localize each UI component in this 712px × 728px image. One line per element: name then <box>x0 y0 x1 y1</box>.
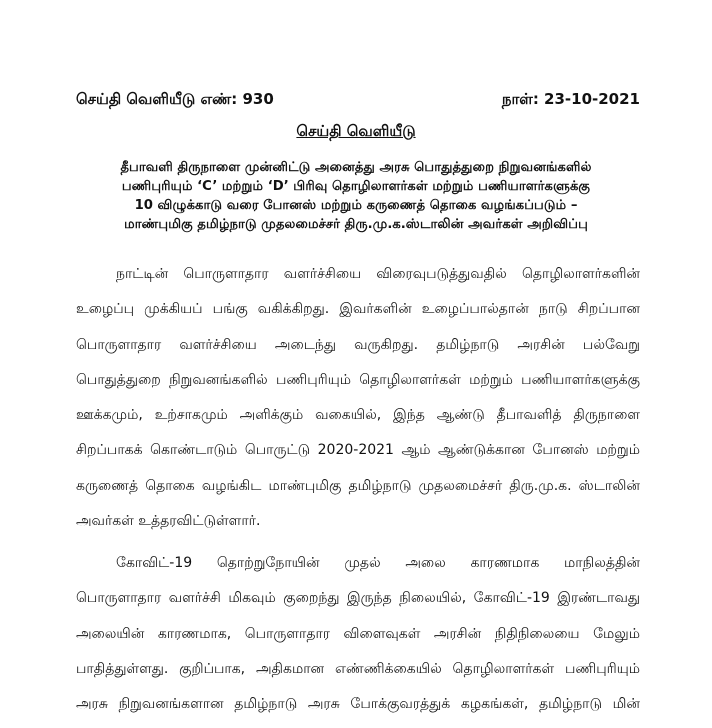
paragraph-line: பொதுத்துறை நிறுவனங்களில் பணிபுரியும் தொழிலாளர்கள் மற்றும் பணியாளர்களுக்கு <box>76 371 640 388</box>
release-number: செய்தி வெளியீடு எண்: 930 <box>76 90 274 108</box>
paragraph-line: சிறப்பாகக் கொண்டாடும் பொருட்டு 2020-2021 ஆம் ஆண்டுக்கான போனஸ் மற்றும் <box>76 442 640 459</box>
paragraph-1 <box>76 257 640 539</box>
paragraph-line: அரசு நிறுவனங்களான தமிழ்நாடு அரசு போக்குவரத்துக் கழகங்கள், தமிழ்நாடு மின் <box>76 696 640 713</box>
paragraph-2 <box>76 546 640 722</box>
headline <box>60 158 652 234</box>
release-date: நாள்: 23-10-2021 <box>501 90 640 108</box>
paragraph-line: உழைப்பு முக்கியப் பங்கு வகிக்கிறது. இவர்களின் உழைப்பால்தான் நாடு சிறப்பான <box>76 301 640 318</box>
paragraph-line: அலையின் காரணமாக, பொருளாதார விளைவுகள் அரசின் நிதிநிலையை மேலும் <box>76 625 640 642</box>
paragraph-line: அவர்கள் உத்தரவிட்டுள்ளார். <box>76 513 261 530</box>
paragraph-line: நாட்டின் பொருளாதார வளர்ச்சியை விரைவுபடுத்துவதில் தொழிலாளர்களின் <box>116 266 640 282</box>
paragraph-line: கருணைத் தொகை வழங்கிட மாண்புமிகு தமிழ்நாடு முதலமைச்சர் திரு.மு.க. ஸ்டாலின் <box>76 477 640 494</box>
paragraph-line: பொருளாதார வளர்ச்சியை அடைந்து வருகிறது. தமிழ்நாடு அரசின் பல்வேறு <box>76 336 640 353</box>
headline-line: பணிபுரியும் ‘C’ மற்றும் ‘D’ பிரிவு தொழிலாளர்கள் மற்றும் பணியாளர்களுக்கு <box>121 179 591 194</box>
headline-line: மாண்புமிகு தமிழ்நாடு முதலமைச்சர் திரு.மு.க.ஸ்டாலின் அவர்கள் அறிவிப்பு <box>124 217 588 232</box>
paragraph-line: பொருளாதார வளர்ச்சி மிகவும் குறைந்து இருந்த நிலையில், கோவிட்-19 இரண்டாவது <box>76 590 640 607</box>
paragraph-line: கோவிட்-19 தொற்றுநோயின் முதல் அலை காரணமாக மாநிலத்தின் <box>116 555 640 571</box>
paragraph-line: ஊக்கமும், உற்சாகமும் அளிக்கும் வகையில், இந்த ஆண்டு தீபாவளித் திருநாளை <box>76 407 640 424</box>
headline-line: தீபாவளி திருநாளை முன்னிட்டு அனைத்து அரசு பொதுத்துறை நிறுவனங்களில் <box>120 160 592 175</box>
document-title: செய்தி வெளியீடு <box>296 122 416 140</box>
paragraph-line: பாதித்துள்ளது. குறிப்பாக, அதிகமான எண்ணிக்கையில் தொழிலாளர்கள் பணிபுரியும் <box>76 660 640 677</box>
headline-line: 10 விழுக்காடு வரை போனஸ் மற்றும் கருணைத் தொகை வழங்கப்படும் – <box>134 198 578 213</box>
